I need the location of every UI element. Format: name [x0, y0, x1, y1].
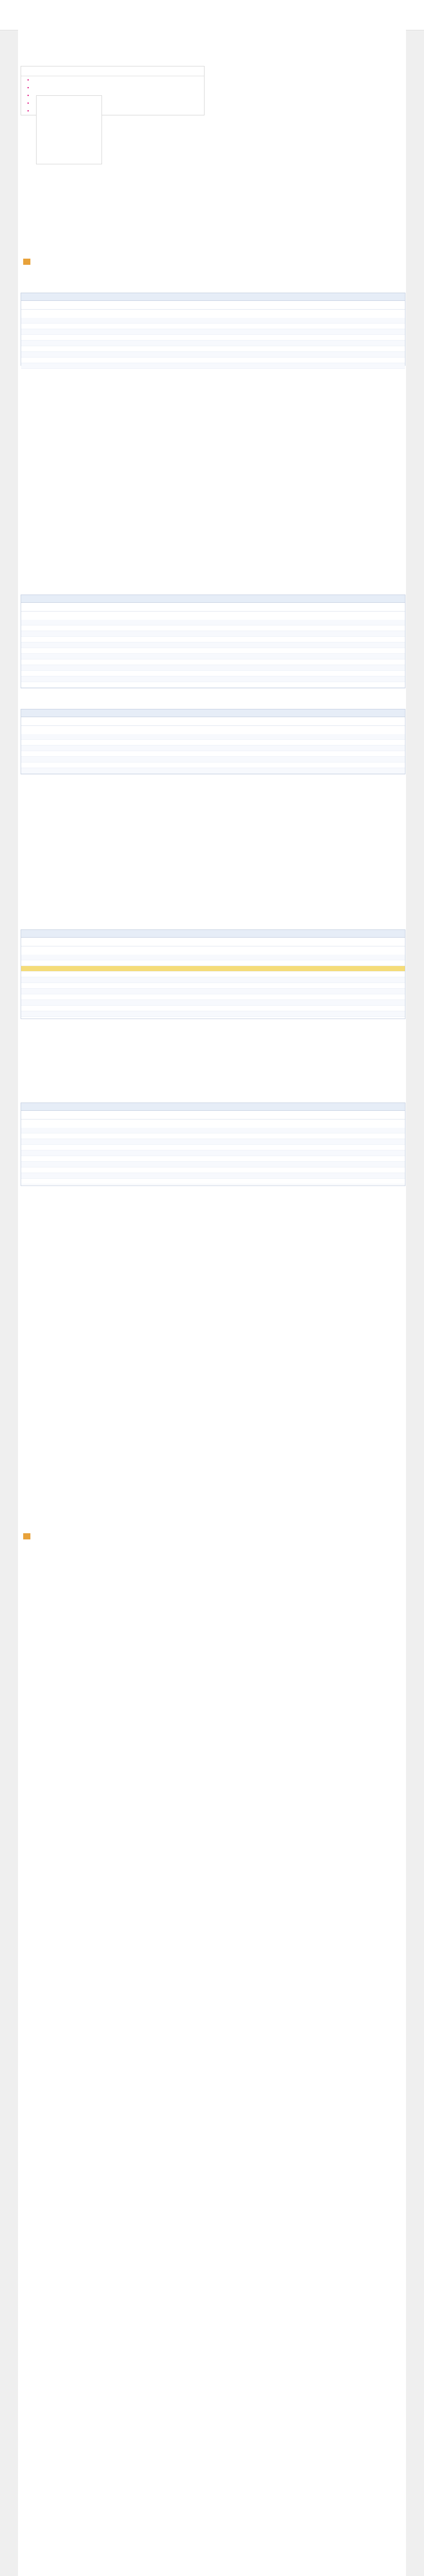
filter-bar — [21, 938, 405, 946]
panel-title — [21, 930, 405, 938]
menu-item-2[interactable] — [37, 102, 101, 108]
panel-title — [21, 293, 405, 301]
panel-title — [21, 595, 405, 603]
filter-bar — [21, 301, 405, 310]
toc-item-2[interactable] — [21, 84, 204, 92]
menu-item-9[interactable] — [37, 145, 101, 151]
screenshot-panel — [21, 1103, 405, 1186]
data-grid — [21, 620, 405, 688]
data-grid — [21, 1128, 405, 1185]
screenshot-panel — [21, 595, 405, 688]
menu-item-3[interactable] — [37, 108, 101, 114]
data-grid — [21, 955, 405, 1019]
screenshot-panel — [21, 929, 405, 1019]
menu-item-5[interactable] — [37, 121, 101, 127]
menu-list — [36, 95, 102, 164]
filter-bar — [21, 717, 405, 726]
section-tag — [23, 1533, 30, 1539]
menu-item-10[interactable] — [37, 151, 101, 158]
toc-title — [21, 66, 204, 76]
section-tag — [23, 259, 30, 265]
document-page — [18, 0, 406, 2576]
menu-item-1[interactable] — [37, 96, 101, 102]
menu-item-6[interactable] — [37, 127, 101, 133]
filter-bar — [21, 603, 405, 612]
menu-item-4[interactable] — [37, 114, 101, 121]
menu-item-11[interactable] — [37, 158, 101, 164]
toc-item-1[interactable] — [21, 76, 204, 84]
panel-title — [21, 1103, 405, 1111]
menu-item-8[interactable] — [37, 139, 101, 145]
data-grid — [21, 734, 405, 774]
screenshot-panel — [21, 293, 405, 366]
menu-item-7[interactable] — [37, 133, 101, 139]
screenshot-panel — [21, 709, 405, 774]
panel-title — [21, 709, 405, 717]
filter-bar — [21, 1111, 405, 1120]
data-grid — [21, 318, 405, 365]
